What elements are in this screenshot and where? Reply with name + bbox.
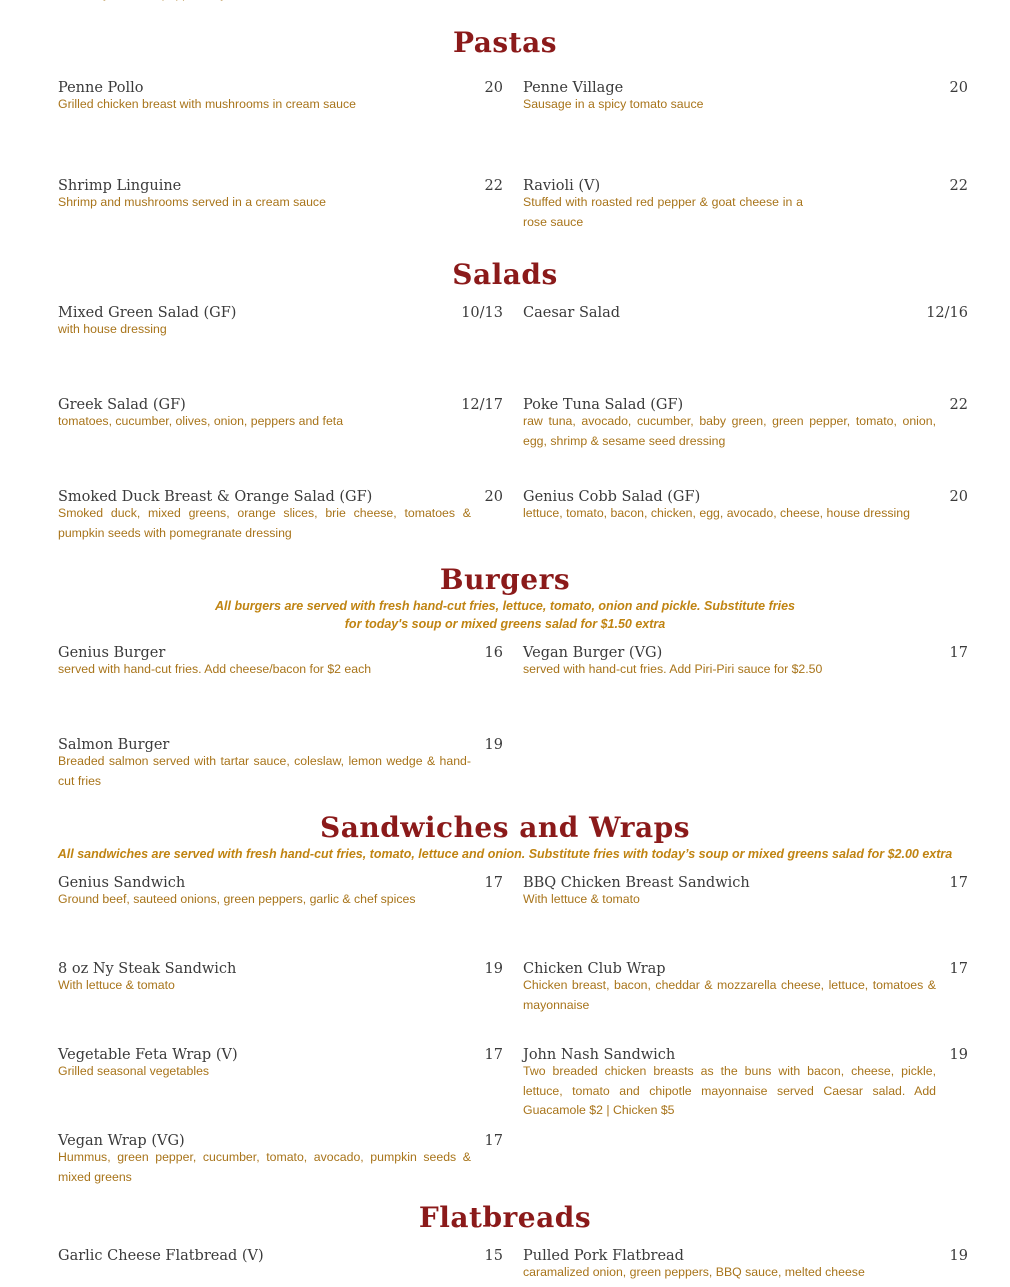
item-price: 19 bbox=[484, 961, 503, 977]
item-description: Stuffed with roasted red pepper & goat cheese in a rose sauce bbox=[523, 195, 803, 229]
section-title-sandwiches: Sandwiches and Wraps bbox=[319, 811, 691, 844]
item-name: BBQ Chicken Breast Sandwich bbox=[523, 875, 750, 891]
item-price: 12/17 bbox=[461, 397, 503, 413]
item-price: 17 bbox=[484, 875, 503, 891]
item-price: 22 bbox=[484, 178, 503, 194]
item-name: Genius Cobb Salad (GF) bbox=[523, 489, 701, 505]
item-price: 17 bbox=[484, 1047, 503, 1063]
section-title-salads: Salads bbox=[452, 258, 558, 291]
item-name: Smoked Duck Breast & Orange Salad (GF) bbox=[58, 489, 373, 505]
burgers-note-line-2: for today's soup or mixed greens salad for $1.50 extra bbox=[344, 617, 666, 631]
item-price: 20 bbox=[484, 489, 503, 505]
item-name: Penne Pollo bbox=[58, 80, 144, 96]
section-title-pastas: Pastas bbox=[452, 26, 558, 59]
item-description: Ground beef, sauteed onions, green peppers, garlic & chef spices bbox=[58, 892, 416, 906]
item-price: 16 bbox=[484, 645, 503, 661]
item-price: 12/16 bbox=[926, 305, 968, 321]
section-title-flatbreads: Flatbreads bbox=[418, 1201, 592, 1234]
item-name: Greek Salad (GF) bbox=[58, 397, 186, 413]
item-name: Vegan Burger (VG) bbox=[523, 645, 663, 661]
item-price: 17 bbox=[949, 961, 968, 977]
item-price: 20 bbox=[484, 80, 503, 96]
item-name: Garlic Cheese Flatbread (V) bbox=[58, 1248, 264, 1264]
item-description: With lettuce & tomato bbox=[58, 978, 175, 992]
cut-off-description bbox=[58, 0, 233, 1]
item-name: Mixed Green Salad (GF) bbox=[58, 305, 237, 321]
item-name: Vegan Wrap (VG) bbox=[58, 1133, 185, 1149]
item-description: Smoked duck, mixed greens, orange slices, brie cheese, tomatoes & pumpkin seeds with pomegranate dressing bbox=[58, 506, 471, 540]
item-price: 17 bbox=[484, 1133, 503, 1149]
item-description: Chicken breast, bacon, cheddar & mozzarella cheese, lettuce, tomatoes & mayonnaise bbox=[523, 978, 936, 1012]
item-price: 19 bbox=[484, 737, 503, 753]
item-name: Ravioli (V) bbox=[523, 178, 601, 194]
item-name: Vegetable Feta Wrap (V) bbox=[58, 1047, 238, 1063]
item-name: Genius Burger bbox=[58, 645, 166, 661]
item-price: 17 bbox=[949, 645, 968, 661]
item-name: Penne Village bbox=[523, 80, 624, 96]
item-description: Hummus, green pepper, cucumber, tomato, avocado, pumpkin seeds & mixed greens bbox=[58, 1150, 471, 1184]
item-name: Pulled Pork Flatbread bbox=[523, 1248, 684, 1264]
item-description: lettuce, tomato, bacon, chicken, egg, avocado, cheese, house dressing bbox=[523, 506, 910, 520]
burgers-note-line-1: All burgers are served with fresh hand-cut fries, lettuce, tomato, onion and pickle. Substitute fries bbox=[215, 599, 795, 613]
item-name: Poke Tuna Salad (GF) bbox=[523, 397, 684, 413]
section-title-burgers: Burgers bbox=[439, 563, 571, 596]
item-description: Shrimp and mushrooms served in a cream sauce bbox=[58, 195, 326, 209]
item-description: Grilled seasonal vegetables bbox=[58, 1064, 210, 1078]
item-name: Genius Sandwich bbox=[58, 875, 186, 891]
item-price: 15 bbox=[484, 1248, 503, 1264]
item-description: caramalized onion, green peppers, BBQ sauce, melted cheese bbox=[523, 1265, 865, 1279]
item-description: Breaded salmon served with tartar sauce, coleslaw, lemon wedge & hand-cut fries bbox=[58, 754, 471, 788]
item-price: 10/13 bbox=[461, 305, 503, 321]
item-description: Two breaded chicken breasts as the buns with bacon, cheese, pickle, lettuce, tomato and chipotle mayonnaise served Caesar salad. Add Guacamole $2 | Chicken $5 bbox=[523, 1064, 936, 1117]
item-price: 22 bbox=[949, 397, 968, 413]
item-name: Shrimp Linguine bbox=[58, 178, 182, 194]
item-price: 19 bbox=[949, 1248, 968, 1264]
item-description: with house dressing bbox=[58, 322, 167, 336]
item-description: served with hand-cut fries. Add Piri-Piri sauce for $2.50 bbox=[523, 662, 823, 676]
item-description: With lettuce & tomato bbox=[523, 892, 640, 906]
item-description: raw tuna, avocado, cucumber, baby green, green pepper, tomato, onion, egg, shrimp & sesame seed dressing bbox=[523, 414, 936, 448]
item-name: Caesar Salad bbox=[523, 305, 621, 321]
item-description: Grilled chicken breast with mushrooms in cream sauce bbox=[58, 97, 356, 111]
item-price: 20 bbox=[949, 80, 968, 96]
item-name: John Nash Sandwich bbox=[523, 1047, 676, 1063]
item-description: Sausage in a spicy tomato sauce bbox=[523, 97, 704, 111]
item-name: 8 oz Ny Steak Sandwich bbox=[58, 961, 237, 977]
sandwiches-note: All sandwiches are served with fresh hand-cut fries, tomato, lettuce and onion. Substitute fries with today’s soup or mixed greens salad for $2.00 extra bbox=[57, 847, 953, 861]
item-description: served with hand-cut fries. Add cheese/bacon for $2 each bbox=[58, 662, 372, 676]
item-name: Chicken Club Wrap bbox=[523, 961, 666, 977]
item-description: tomatoes, cucumber, olives, onion, peppers and feta bbox=[58, 414, 344, 428]
item-price: 20 bbox=[949, 489, 968, 505]
item-name: Salmon Burger bbox=[58, 737, 170, 753]
item-price: 22 bbox=[949, 178, 968, 194]
item-price: 17 bbox=[949, 875, 968, 891]
item-price: 19 bbox=[949, 1047, 968, 1063]
